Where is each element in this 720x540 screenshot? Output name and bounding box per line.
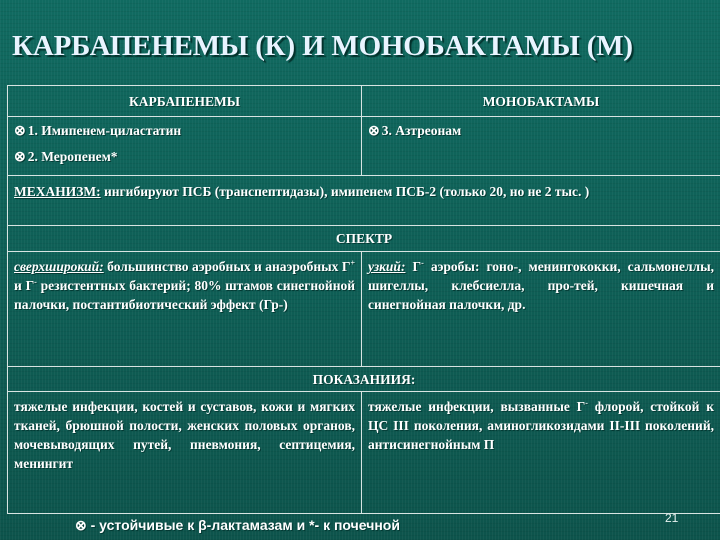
mechanism-label: МЕХАНИЗМ: — [14, 184, 101, 199]
spectrum-header-row — [8, 226, 720, 252]
col-header-carbapenems: КАРБАПЕНЕМЫ — [8, 86, 362, 117]
indications-carbapenems: тяжелые инфекции, костей и суставов, кожи и мягких тканей, брюшной полости, женских половых органов, мочевыводящих путей, пневмония, септицемия, менингит — [8, 392, 362, 514]
list-item: ⊗ 1. Имипенем-циластатин — [14, 123, 182, 139]
carbapenem-list — [8, 117, 362, 176]
mechanism-cell — [8, 176, 720, 226]
beta-lactamase-resistant-icon: ⊗ — [368, 124, 380, 139]
drugs-row — [8, 117, 720, 176]
spectrum-monobactams: узкий: Г- аэробы: гоно-, менингококки, сальмонеллы, шигеллы, клебсиелла, про-тей, кишечная и синегнойная палочки, др. — [362, 252, 720, 367]
spectrum-label: узкий: — [368, 259, 406, 274]
otimes-icon: ⊗ — [75, 517, 87, 533]
footnote: ⊗ - устойчивые к β-лактамазам и *- к почечной — [75, 517, 400, 533]
indications-header: ПОКАЗАНИИЯ: — [8, 367, 720, 392]
indications-row — [8, 392, 720, 514]
monobactam-list — [362, 117, 720, 176]
table-header-row — [8, 86, 720, 117]
beta-lactamase-resistant-icon: ⊗ — [14, 124, 26, 139]
beta-symbol: β — [198, 517, 207, 533]
col-header-monobactams: МОНОБАКТАМЫ — [362, 86, 720, 117]
slide-title: КАРБАПЕНЕМЫ (К) И МОНОБАКТАМЫ (М) — [12, 30, 633, 62]
spectrum-label: сверхширокий: — [14, 259, 104, 274]
mechanism-row — [8, 176, 720, 226]
comparison-table — [7, 85, 720, 514]
list-item: ⊗ 2. Меропенем* — [14, 149, 118, 165]
mechanism-text: ингибируют ПСБ (транспептидазы), имипенем ПСБ-2 (только 20, но не 2 тыс. ) — [104, 184, 590, 199]
indications-monobactams: тяжелые инфекции, вызванные Г- флорой, стойкой к ЦС III поколения, аминогликозидами II-III поколений, антисинегнойным П — [362, 392, 720, 514]
spectrum-row — [8, 252, 720, 367]
spectrum-carbapenems: сверхширокий: большинство аэробных и анаэробных Г+ и Г- резистентных бактерий; 80% штамов синегнойной палочки, постантибиотический эффект (Гр-) — [8, 252, 362, 367]
page-number: 21 — [665, 511, 679, 525]
spectrum-header: СПЕКТР — [8, 226, 720, 252]
beta-lactamase-resistant-icon: ⊗ — [14, 150, 26, 165]
list-item: ⊗ 3. Азтреонам — [368, 123, 462, 139]
indications-header-row — [8, 367, 720, 392]
